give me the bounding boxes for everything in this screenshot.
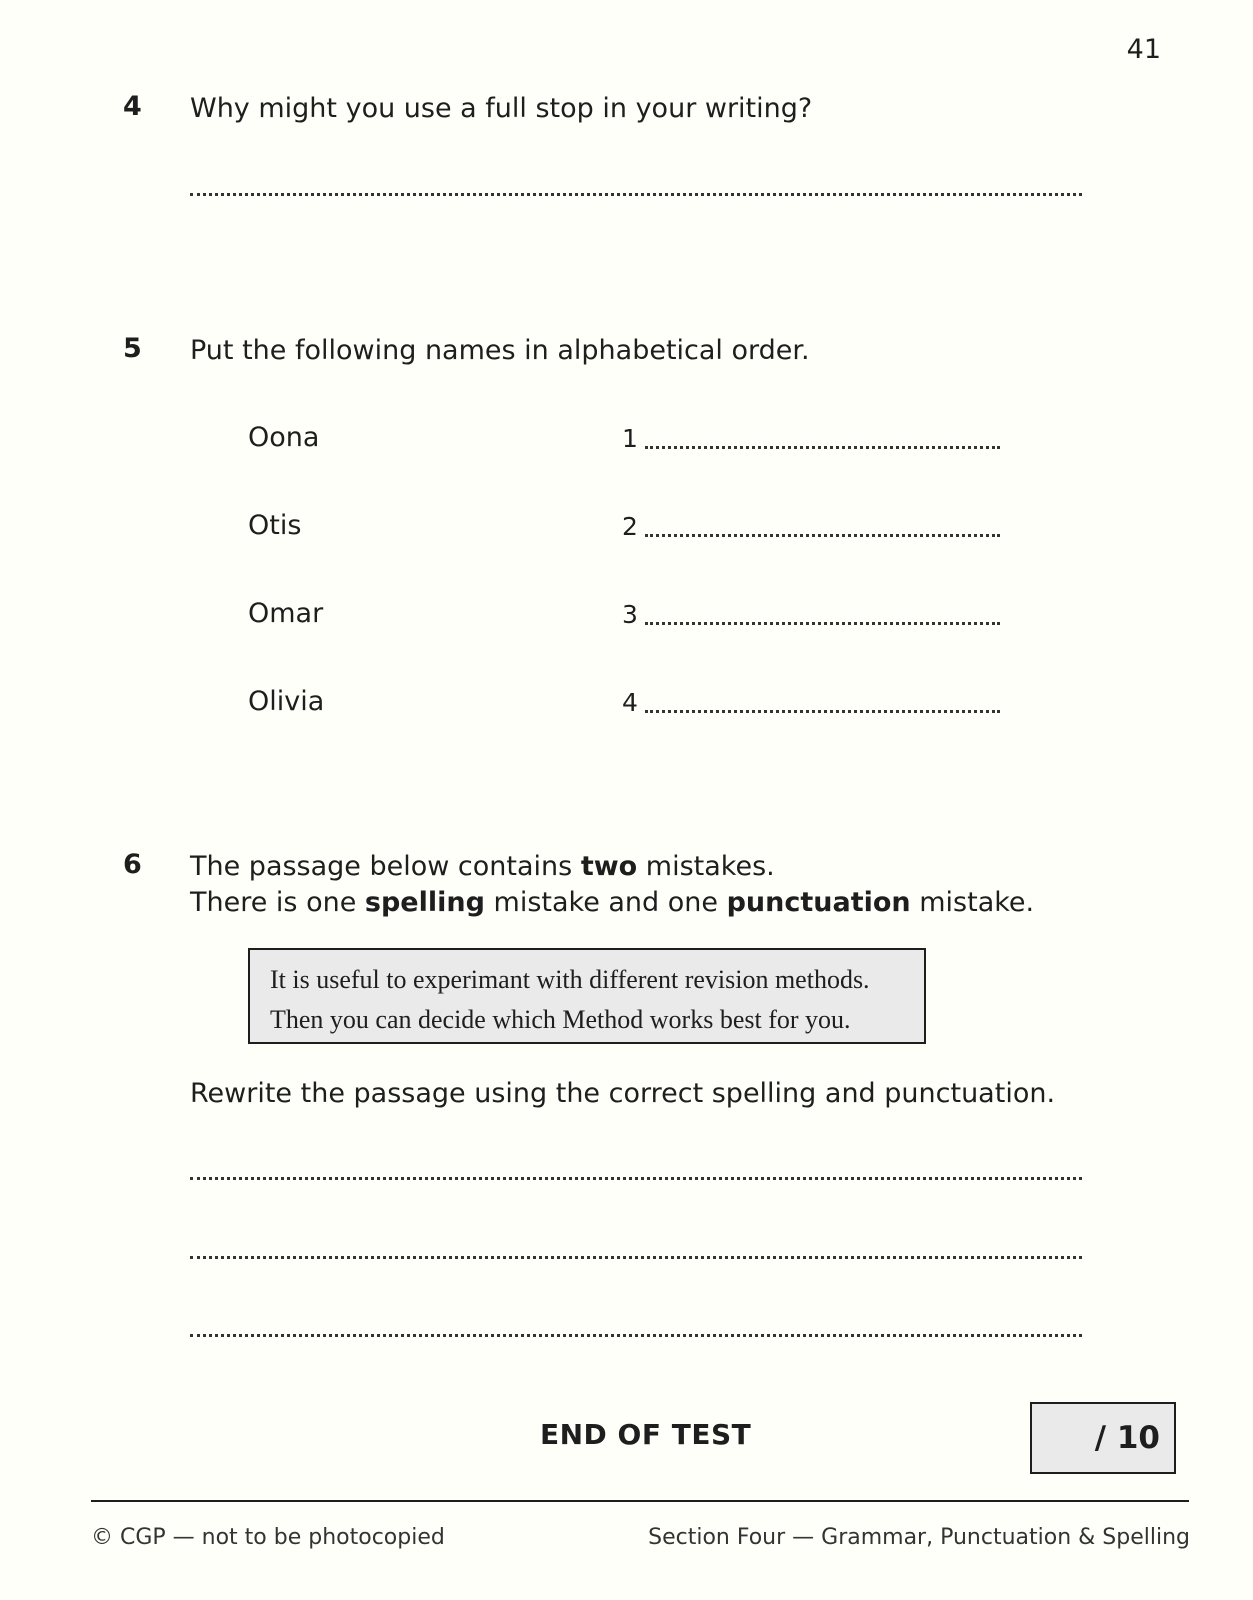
order-slot-number: 3 xyxy=(622,600,638,629)
name-otis: Otis xyxy=(248,510,302,541)
question-6-text-line2: There is one spelling mistake and one punctuation mistake. xyxy=(190,887,1035,918)
question-4-text: Why might you use a full stop in your writing? xyxy=(190,93,813,124)
name-olivia: Olivia xyxy=(248,686,325,717)
page-number: 41 xyxy=(1126,34,1161,65)
question-6-answer-line-1[interactable] xyxy=(190,1177,1082,1180)
question-4-answer-line[interactable] xyxy=(190,193,1082,196)
passage-line-1: It is useful to experimant with different revision methods. xyxy=(270,965,870,994)
question-4-number: 4 xyxy=(123,91,142,122)
question-6-answer-line-3[interactable] xyxy=(190,1334,1082,1337)
passage-line-2: Then you can decide which Method works best for you. xyxy=(270,1005,851,1034)
question-6-number: 6 xyxy=(123,849,142,880)
footer-section-title: Section Four — Grammar, Punctuation & Spelling xyxy=(648,1525,1190,1550)
footer-divider xyxy=(91,1500,1189,1502)
question-6-answer-line-2[interactable] xyxy=(190,1256,1082,1259)
order-slot-4-line[interactable] xyxy=(645,710,1000,713)
question-5-number: 5 xyxy=(123,333,142,364)
passage-box xyxy=(248,948,926,1044)
order-slot-3-line[interactable] xyxy=(645,622,1000,625)
order-slot-2-line[interactable] xyxy=(645,534,1000,537)
name-omar: Omar xyxy=(248,598,324,629)
end-of-test-label: END OF TEST xyxy=(540,1418,752,1451)
order-slot-number: 2 xyxy=(622,512,638,541)
order-slot-number: 4 xyxy=(622,688,638,717)
order-slot-1-line[interactable] xyxy=(645,446,1000,449)
question-6-text-line1: The passage below contains two mistakes. xyxy=(190,851,775,882)
footer-copyright: © CGP — not to be photocopied xyxy=(91,1525,445,1550)
score-total: / 10 xyxy=(1094,1420,1160,1456)
score-box xyxy=(1030,1402,1176,1474)
name-oona: Oona xyxy=(248,422,320,453)
order-slot-number: 1 xyxy=(622,424,638,453)
question-6-instruction: Rewrite the passage using the correct spelling and punctuation. xyxy=(190,1078,1056,1109)
question-5-text: Put the following names in alphabetical order. xyxy=(190,335,810,366)
